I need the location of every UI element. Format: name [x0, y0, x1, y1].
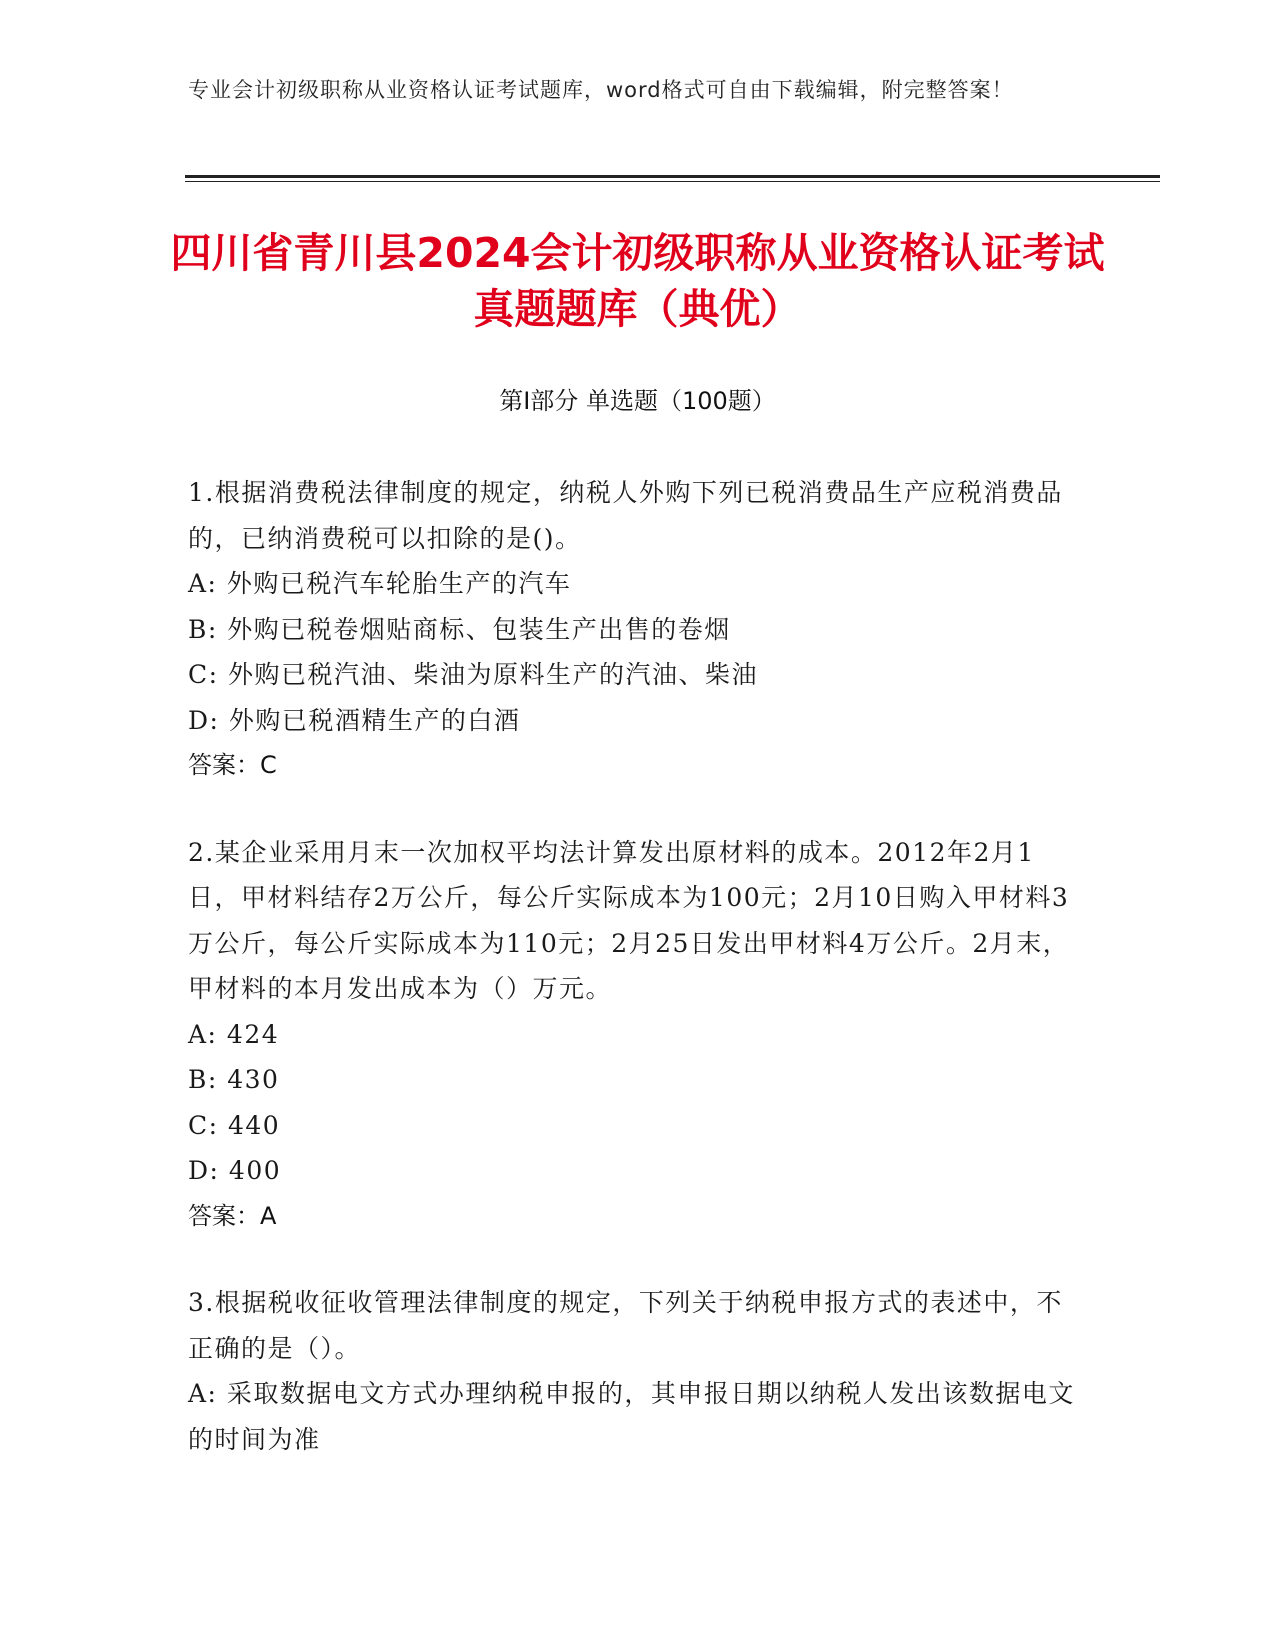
- answer: 答案：C: [188, 751, 277, 779]
- answer: 答案：A: [188, 1201, 277, 1230]
- header-note: 专业会计初级职称从业资格认证考试题库，word格式可自由下载编辑，附完整答案！: [188, 78, 1014, 102]
- option-a: A: 外购已税汽车轮胎生产的汽车: [188, 569, 572, 598]
- section-title: 第I部分 单选题（100题）: [499, 387, 776, 415]
- option-d: D: 外购已税酒精生产的白酒: [188, 705, 521, 735]
- question-stem: 3.根据税收征收管理法律制度的规定，下列关于纳税申报方式的表述中，不正确的是（）。: [188, 1288, 1063, 1363]
- option-b: B: 外购已税卷烟贴商标、包装生产出售的卷烟: [188, 614, 731, 644]
- option-a: A: 424: [188, 1019, 280, 1049]
- header-divider-thick: [185, 175, 1160, 178]
- question-list: [188, 470, 1078, 1503]
- option-a: A: 采取数据电文方式办理纳税申报的，其申报日期以纳税人发出该数据电文的时间为准: [188, 1379, 1075, 1454]
- header-divider-thin: [185, 181, 1160, 182]
- option-c: C: 外购已税汽油、柴油为原料生产的汽油、柴油: [188, 660, 758, 689]
- document-title: 四川省青川县2024会计初级职称从业资格认证考试真题题库（典优）: [170, 229, 1105, 333]
- option-b: B: 430: [188, 1065, 280, 1094]
- option-d: D: 400: [188, 1156, 282, 1185]
- question-1: [188, 470, 1078, 789]
- option-c: C: 440: [188, 1110, 281, 1140]
- question-3: [188, 1280, 1078, 1462]
- question-stem: 1.根据消费税法律制度的规定，纳税人外购下列已税消费品生产应税消费品的，已纳消费税可以扣除的是()。: [188, 478, 1063, 553]
- question-stem: 2.某企业采用月末一次加权平均法计算发出原材料的成本。2012年2月1日，甲材料结存2万公斤，每公斤实际成本为100元；2月10日购入甲材料3万公斤，每公斤实际成本为110元；2月25日发出甲材料4万公斤。2月末，甲材料的本月发出成本为（）万元。: [188, 837, 1070, 1003]
- question-2: [188, 830, 1078, 1240]
